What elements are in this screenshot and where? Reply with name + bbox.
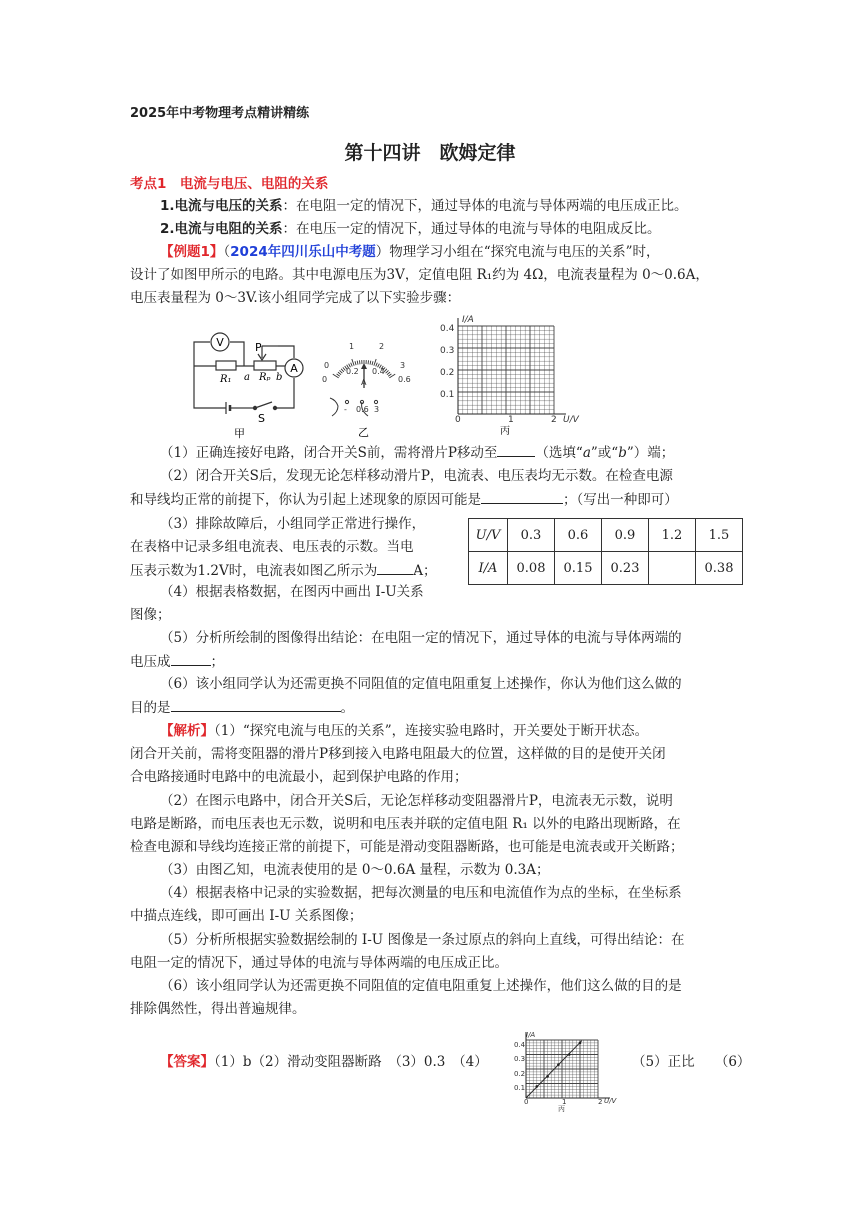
u-cell: 0.9 [602, 519, 649, 552]
question-6-line-1: （6）该小组同学认为还需更换不同阻值的定值电阻重复上述操作，你认为他们这么做的 [160, 676, 682, 692]
q2-blank[interactable] [481, 489, 563, 504]
topic-heading: 考点1 电流与电压、电阻的关系 [130, 176, 329, 192]
y-tick-01: 0.1 [440, 390, 455, 400]
analysis-p1a: （1）“探究电流与电压的关系”，连接实验电路时，开关要处于断开状态。 [214, 723, 649, 739]
dial-top-1: 1 [349, 342, 355, 351]
analysis-line-1 [160, 721, 648, 741]
dial-top-0: 0 [324, 361, 330, 370]
data-point [557, 1063, 560, 1066]
switch-label: S [258, 412, 265, 425]
data-table [468, 518, 743, 585]
dial-tick [357, 361, 358, 365]
terminal-minus: - [344, 405, 347, 414]
example-line-1-text: 物理学习小组在“探究电流与电压的关系”时， [389, 244, 660, 260]
dial-tick [368, 360, 369, 364]
table-row-i [469, 552, 743, 585]
dial-tick [386, 370, 389, 373]
source-open: （ [223, 244, 231, 260]
analysis-p2b: 电路是断路，而电压表也无示数，说明和电压表并联的定值电阻 R₁ 以外的电路出现断路，在 [130, 816, 681, 832]
analysis-p5b: 电阻一定的情况下，通过导体的电流与导体两端的电压成正比。 [130, 955, 508, 971]
dial-top-2: 2 [379, 342, 385, 351]
analysis-p6a: （6）该小组同学认为还需更换不同阻值的定值电阻重复上述操作，他们这么做的目的是 [160, 978, 682, 994]
q5-text-c: ； [210, 654, 224, 670]
answer-line-end: （5）正比 （6） [632, 1054, 751, 1070]
dial-tick [374, 359, 376, 366]
q6-blank[interactable] [171, 697, 341, 712]
ans-x-0: 0 [524, 1098, 529, 1106]
dial-tick [340, 370, 343, 373]
empty-graph-xlabel: U/V [563, 415, 579, 425]
q1-option-b: b [618, 445, 627, 461]
analysis-p5a: （5）分析所根据实验数据绘制的 I-U 图像是一条过原点的斜向上直线，可得出结论：在 [160, 932, 685, 948]
circuit-diagram [180, 318, 310, 440]
dial-tick [343, 367, 345, 370]
y-tick-02: 0.2 [440, 368, 455, 378]
ans-x-1: 1 [562, 1098, 567, 1106]
dial-tick [372, 361, 373, 365]
data-point [546, 1075, 549, 1078]
ans-y-04: 0.4 [514, 1041, 526, 1049]
rule-2 [160, 219, 661, 239]
example-source: 2024年四川乐山中考题 [230, 244, 376, 260]
voltmeter-label: V [216, 336, 224, 349]
analysis-p6b: 排除偶然性，得出普遍规律。 [130, 1001, 306, 1017]
answer-text-1: （1）b（2）滑动变阻器断路 （3）0.3 （4） [214, 1054, 488, 1070]
rule-1-label: 1.电流与电压的关系 [160, 198, 283, 214]
data-point [568, 1053, 571, 1056]
i-cell: 0.23 [602, 552, 649, 585]
terminal-06: 0.6 [356, 405, 369, 414]
fig-c-caption: 丙 [500, 426, 510, 437]
ans-x-2: 2 [598, 1098, 603, 1106]
dial-bottom-04: 0.4 [372, 367, 385, 376]
q3-text: 压表示数为1.2V时，电流表如图乙所示为 [130, 563, 378, 579]
question-4-line-1: （4）根据表格数据，在图丙中画出 I-U关系 [160, 584, 424, 600]
question-2-line-2 [130, 489, 678, 510]
q2-text: 和导线均正常的前提下，你认为引起上述现象的原因可能是 [130, 492, 481, 508]
u-cell: 1.2 [649, 519, 696, 552]
r1-label: R₁ [220, 374, 232, 385]
answer-line [160, 1052, 488, 1072]
dial-tick [338, 372, 341, 375]
u-cell: 0.3 [508, 519, 555, 552]
dial-top-3: 3 [400, 361, 406, 370]
i-cell: 0.38 [696, 552, 743, 585]
x-tick-2: 2 [551, 415, 557, 425]
y-tick-03: 0.3 [440, 346, 455, 356]
dial-tick [387, 372, 390, 375]
q2-text-c: ；（写出一种即可） [563, 492, 678, 508]
q1-blank[interactable] [497, 442, 535, 457]
question-2-line-1: （2）闭合开关S后，发现无论怎样移动滑片P，电流表、电压表均无示数。在检查电源 [160, 468, 673, 484]
analysis-p2a: （2）在图示电路中，闭合开关S后，无论怎样移动变阻器滑片P，电流表无示数，说明 [160, 793, 673, 809]
example-label: 【例题1】 [160, 244, 224, 260]
q6-text: 目的是 [130, 700, 171, 716]
q1-text-f: ”）端； [626, 445, 675, 461]
analysis-p3: （3）由图乙知，电流表使用的是 0～0.6A 量程，示数为 0.3A； [160, 862, 550, 878]
terminal-3: 3 [374, 405, 380, 414]
answer-label: 【答案】 [160, 1054, 214, 1070]
rule-2-label: 2.电流与电阻的关系 [160, 221, 283, 237]
analysis-p1b: 闭合开关前，需将变阻器的滑片P移到接入电路电阻最大的位置，这样做的目的是使开关闭 [130, 746, 666, 762]
dial-tick [388, 374, 391, 376]
ans-y-03: 0.3 [514, 1055, 526, 1063]
empty-graph-ylabel: I/A [462, 315, 474, 325]
u-header: U/V [469, 519, 508, 552]
fig-b-caption: 乙 [358, 426, 369, 439]
analysis-label: 【解析】 [160, 723, 214, 739]
table-row-u [469, 519, 743, 552]
data-point [579, 1042, 582, 1045]
rule-1 [160, 196, 688, 216]
rule-1-text: ：在电阻一定的情况下，通过导体的电流与导体两端的电压成正比。 [282, 198, 688, 214]
dial-tick [337, 374, 340, 376]
rule-2-text: ：在电压一定的情况下，通过导体的电流与导体的电阻成反比。 [282, 221, 661, 237]
ans-y-02: 0.2 [514, 1070, 526, 1078]
data-point [536, 1085, 539, 1088]
u-cell: 0.6 [555, 519, 602, 552]
ammeter-dial [308, 336, 420, 440]
empty-graph [430, 312, 590, 440]
terminal-a-label: a [244, 372, 250, 383]
u-cell: 1.5 [696, 519, 743, 552]
analysis-p4b: 中描点连线，即可画出 I-U 关系图像； [130, 908, 363, 924]
answer-graph [496, 1028, 624, 1114]
dial-bottom-06: 0.6 [398, 375, 411, 384]
ans-y-01: 0.1 [514, 1084, 526, 1092]
q5-text: 电压成 [130, 654, 171, 670]
question-6-line-2 [130, 697, 354, 718]
q5-blank[interactable] [171, 651, 211, 666]
example-line-3: 电压表量程为 0～3V.该小组同学完成了以下实验步骤： [130, 290, 461, 306]
rp-label: Rₚ [259, 372, 271, 383]
terminal-b-label: b [276, 372, 283, 383]
fig-a-caption: 甲 [234, 427, 245, 440]
i-cell [649, 552, 696, 585]
q3-text-d: A； [413, 563, 437, 579]
question-3-line-1: （3）排除故障后，小组同学正常进行操作， [160, 516, 426, 532]
question-5-line-2 [130, 651, 224, 672]
i-header: I/A [469, 552, 508, 585]
dial-bottom-02: 0.2 [346, 367, 359, 376]
source-close: ） [375, 244, 390, 260]
q6-text-c: 。 [340, 700, 354, 716]
x-tick-0: 0 [455, 415, 461, 425]
example-line-2: 设计了如图甲所示的电路。其中电源电压为3V，定值电阻 R₁约为 4Ω，电流表量程为 0～0.6A， [130, 267, 709, 283]
dial-tick [355, 361, 356, 365]
ans-caption: 丙 [558, 1105, 565, 1113]
i-cell: 0.08 [508, 552, 555, 585]
question-5-line-1: （5）分析所绘制的图像得出结论：在电阻一定的情况下，通过导体的电流与导体两端的 [160, 630, 682, 646]
dial-tick [351, 363, 353, 367]
x-tick-1: 1 [508, 415, 514, 425]
analysis-p2c: 检查电源和导线均连接正常的前提下，可能是滑动变阻器断路，也可能是电流表或开关断路； [130, 839, 684, 855]
dial-tick [359, 360, 360, 364]
q1-text-b: （选填“ [535, 445, 583, 461]
answer-graph-xlabel: U/V [604, 1097, 617, 1105]
i-cell: 0.15 [555, 552, 602, 585]
example-line-1 [160, 242, 660, 262]
ammeter-label: A [290, 362, 298, 375]
series-title: 2025年中考物理考点精讲精练 [130, 106, 310, 121]
dial-unit: A [361, 378, 367, 387]
dial-bottom-0: 0 [322, 375, 328, 384]
analysis-p1c: 合电路接通时电路中的电流最小，起到保护电路的作用； [130, 769, 468, 785]
q1-text-d: ”或“ [590, 445, 619, 461]
y-tick-04: 0.4 [440, 324, 455, 334]
dial-tick [341, 369, 344, 372]
question-1 [160, 442, 674, 463]
q1-text: （1）正确连接好电路，闭合开关S前，需将滑片P移动至 [160, 445, 498, 461]
dial-tick [352, 359, 354, 366]
lecture-title: 第十四讲 欧姆定律 [344, 142, 516, 164]
answer-graph-ylabel: I/A [526, 1031, 536, 1039]
slider-p-label: P [255, 341, 262, 354]
q1-option-a: a [582, 445, 591, 461]
q3-blank[interactable] [377, 560, 413, 575]
analysis-p4a: （4）根据表格中记录的实验数据，把每次测量的电压和电流值作为点的坐标，在坐标系 [160, 885, 682, 901]
dial-tick [370, 361, 371, 365]
question-3-line-3 [130, 560, 436, 581]
question-3-line-2: 在表格中记录多组电流表、电压表的示数。当电 [130, 539, 414, 555]
dial-tick [376, 363, 378, 367]
question-4-line-2: 图像； [130, 607, 171, 623]
